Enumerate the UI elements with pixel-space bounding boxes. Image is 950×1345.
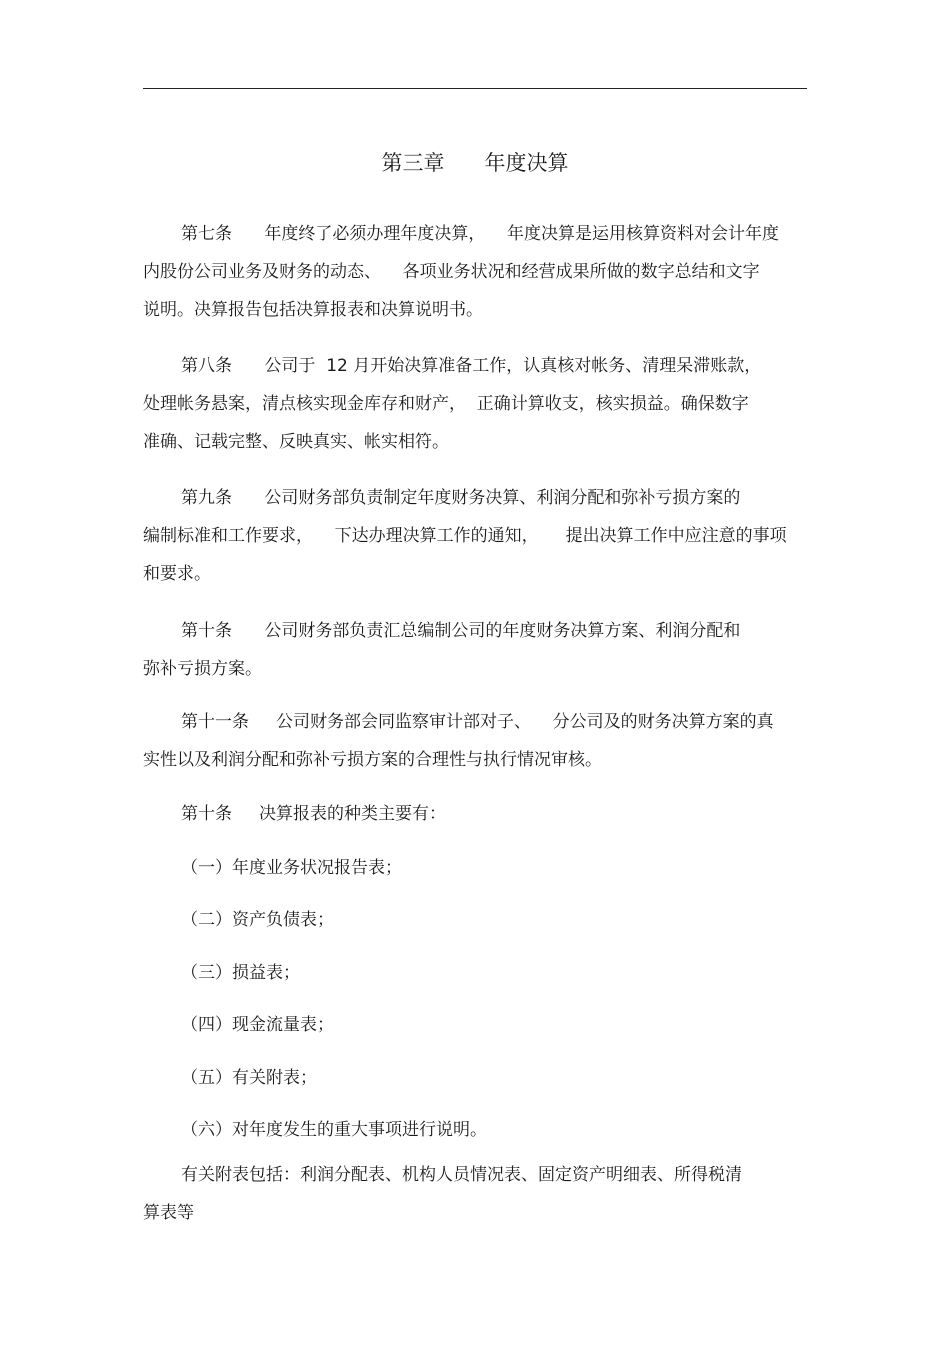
paragraph-line: 说明。决算报告包括决算报表和决算说明书。 (143, 300, 483, 320)
article-11 (143, 703, 803, 779)
list-item: （三）损益表； (181, 963, 300, 983)
paragraph-line: 和要求。 (143, 564, 211, 584)
paragraph-line: 弥补亏损方案。 (143, 659, 262, 679)
article-10 (143, 612, 803, 688)
paragraph-line: 处理帐务悬案，清点核实现金库存和财产， 正确计算收支，核实损益。确保数字 (143, 394, 749, 414)
paragraph-line: 第七条 年度终了必须办理年度决算， 年度决算是运用核算资料对会计年度 (181, 224, 780, 244)
paragraph-line: 算表等 (143, 1203, 194, 1223)
article-7 (143, 215, 803, 329)
list-item: （五）有关附表； (181, 1068, 317, 1088)
header-rule (143, 88, 807, 89)
paragraph-line: 第八条 公司于 12 月开始决算准备工作，认真核对帐务、清理呆滞账款， (181, 356, 762, 376)
list-item: （二）资产负债表； (181, 910, 334, 930)
list-item: （四）现金流量表； (181, 1015, 334, 1035)
paragraph-line: 实性以及利润分配和弥补亏损方案的合理性与执行情况审核。 (143, 750, 602, 770)
chapter-title: 第三章 年度决算 (381, 151, 569, 175)
article-report-types (143, 795, 803, 833)
list-item: （六）对年度发生的重大事项进行说明。 (181, 1120, 487, 1140)
paragraph-line: 编制标准和工作要求， 下达办理决算工作的通知， 提出决算工作中应注意的事项 (143, 526, 787, 546)
paragraph-line: 有关附表包括：利润分配表、机构人员情况表、固定资产明细表、所得税清 (181, 1165, 742, 1185)
attached-tables-paragraph (143, 1156, 803, 1232)
paragraph-line: 第十一条 公司财务部会同监察审计部对子、 分公司及的财务决算方案的真 (181, 712, 774, 732)
paragraph-line: 第九条 公司财务部负责制定年度财务决算、利润分配和弥补亏损方案的 (181, 488, 741, 508)
list-item: （一）年度业务状况报告表； (181, 858, 402, 878)
article-9 (143, 479, 803, 593)
paragraph-line: 第十条 公司财务部负责汇总编制公司的年度财务决算方案、利润分配和 (181, 621, 741, 641)
paragraph-line: 准确、记载完整、反映真实、帐实相符。 (143, 432, 449, 452)
article-8 (143, 347, 803, 461)
paragraph-line: 第十条 决算报表的种类主要有： (181, 804, 447, 824)
paragraph-line: 内股份公司业务及财务的动态、 各项业务状况和经营成果所做的数字总结和文字 (143, 262, 760, 282)
